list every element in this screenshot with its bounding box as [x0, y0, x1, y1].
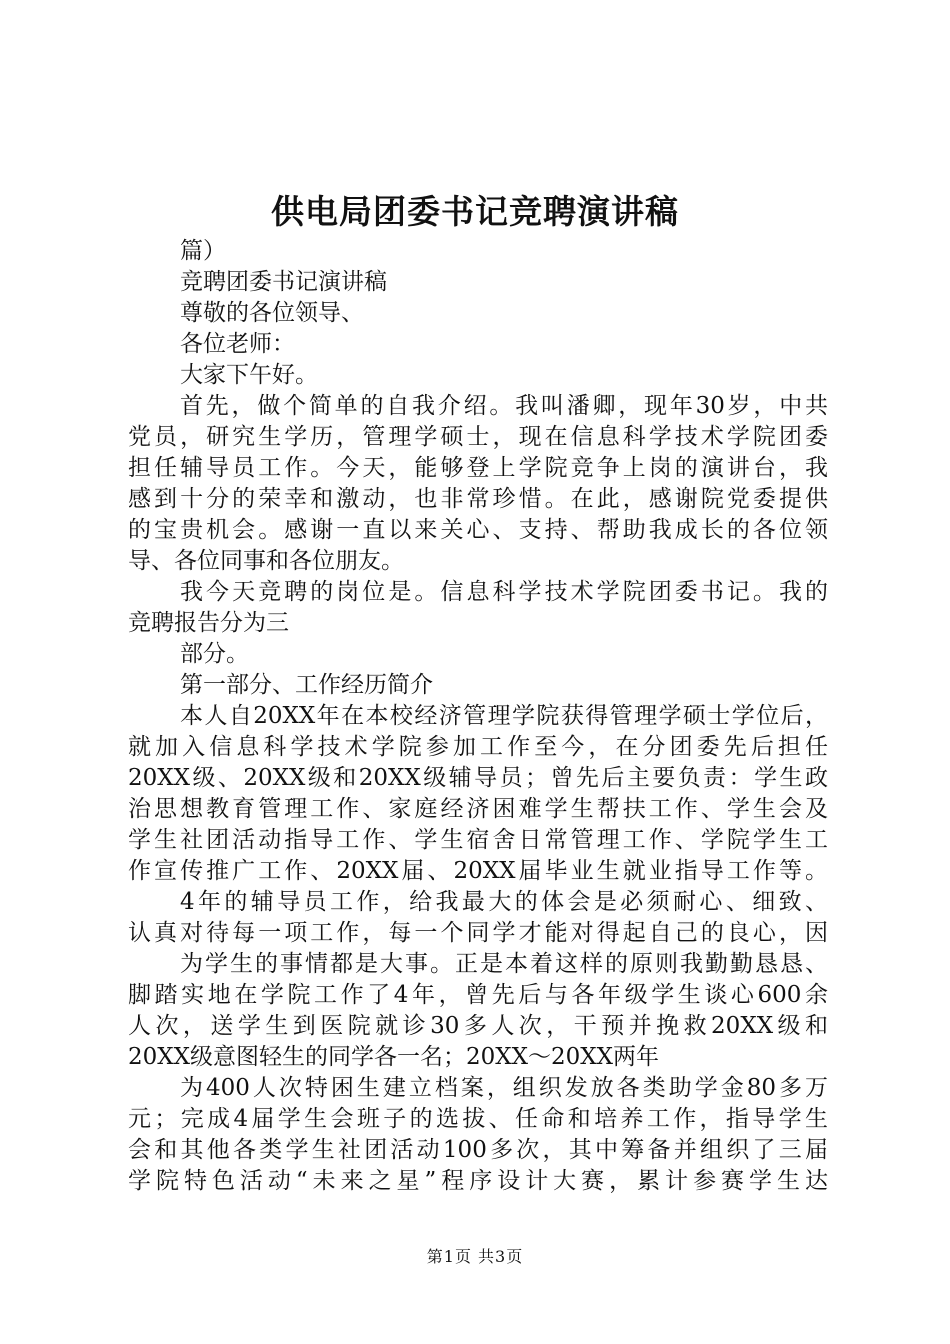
text-line: 作宣传推广工作、20XX届、20XX届毕业生就业指导工作等。: [128, 858, 828, 884]
text-line: 20XX级、20XX级和20XX级辅导员；曾先后主要负责：学生政: [128, 765, 828, 791]
text-line: 本人自20XX年在本校经济管理学院获得管理学硕士学位后，: [180, 703, 828, 729]
text-line: 感到十分的荣幸和激动，也非常珍惜。在此，感谢院党委提供: [128, 486, 828, 512]
text-line: 我今天竞聘的岗位是。信息科学技术学院团委书记。我的: [180, 579, 828, 605]
page-footer: 第1页 共3页: [426, 1247, 524, 1266]
text-line: 竞聘报告分为三: [128, 610, 289, 636]
text-line: 部分。: [180, 641, 249, 667]
text-line: 会和其他各类学生社团活动100多次，其中筹备并组织了三届: [128, 1137, 828, 1163]
text-line: 人次，送学生到医院就诊30多人次，干预并挽救20XX级和: [128, 1013, 828, 1039]
text-line: 党员，研究生学历，管理学硕士，现在信息科学技术学院团委: [128, 424, 828, 450]
text-line: 大家下午好。: [180, 362, 318, 388]
text-line: 元；完成4届学生会班子的选拔、任命和培养工作，指导学生: [128, 1106, 828, 1132]
text-line: 学院特色活动“未来之星”程序设计大赛，累计参赛学生达: [128, 1168, 828, 1194]
document-title: 供电局团委书记竞聘演讲稿: [271, 192, 679, 231]
text-line: 为学生的事情都是大事。正是本着这样的原则我勤勤恳恳、: [180, 951, 828, 977]
text-line: 4年的辅导员工作，给我最大的体会是必须耐心、细致、: [180, 889, 828, 915]
text-line: 第一部分、工作经历简介: [180, 672, 433, 698]
text-line: 担任辅导员工作。今天，能够登上学院竞争上岗的演讲台，我: [128, 455, 828, 481]
document-body: [128, 236, 828, 1197]
text-line: 认真对待每一项工作，每一个同学才能对得起自己的良心，因: [128, 920, 828, 946]
text-line: 竞聘团委书记演讲稿: [180, 269, 387, 295]
text-line: 导、各位同事和各位朋友。: [128, 548, 404, 574]
text-line: 20XX级意图轻生的同学各一名；20XX～20XX两年: [128, 1044, 660, 1070]
text-line: 就加入信息科学技术学院参加工作至今，在分团委先后担任: [128, 734, 828, 760]
text-line: 各位老师：: [180, 331, 295, 357]
text-line: 治思想教育管理工作、家庭经济困难学生帮扶工作、学生会及: [128, 796, 828, 822]
text-line: 的宝贵机会。感谢一直以来关心、支持、帮助我成长的各位领: [128, 517, 828, 543]
text-line: 篇）: [180, 238, 226, 264]
text-line: 脚踏实地在学院工作了4年，曾先后与各年级学生谈心600余: [128, 982, 828, 1008]
text-line: 尊敬的各位领导、: [180, 300, 364, 326]
text-line: 学生社团活动指导工作、学生宿舍日常管理工作、学院学生工: [128, 827, 828, 853]
text-line: 首先，做个简单的自我介绍。我叫潘卿，现年30岁，中共: [180, 393, 828, 419]
text-line: 为400人次特困生建立档案，组织发放各类助学金80多万: [180, 1075, 828, 1101]
